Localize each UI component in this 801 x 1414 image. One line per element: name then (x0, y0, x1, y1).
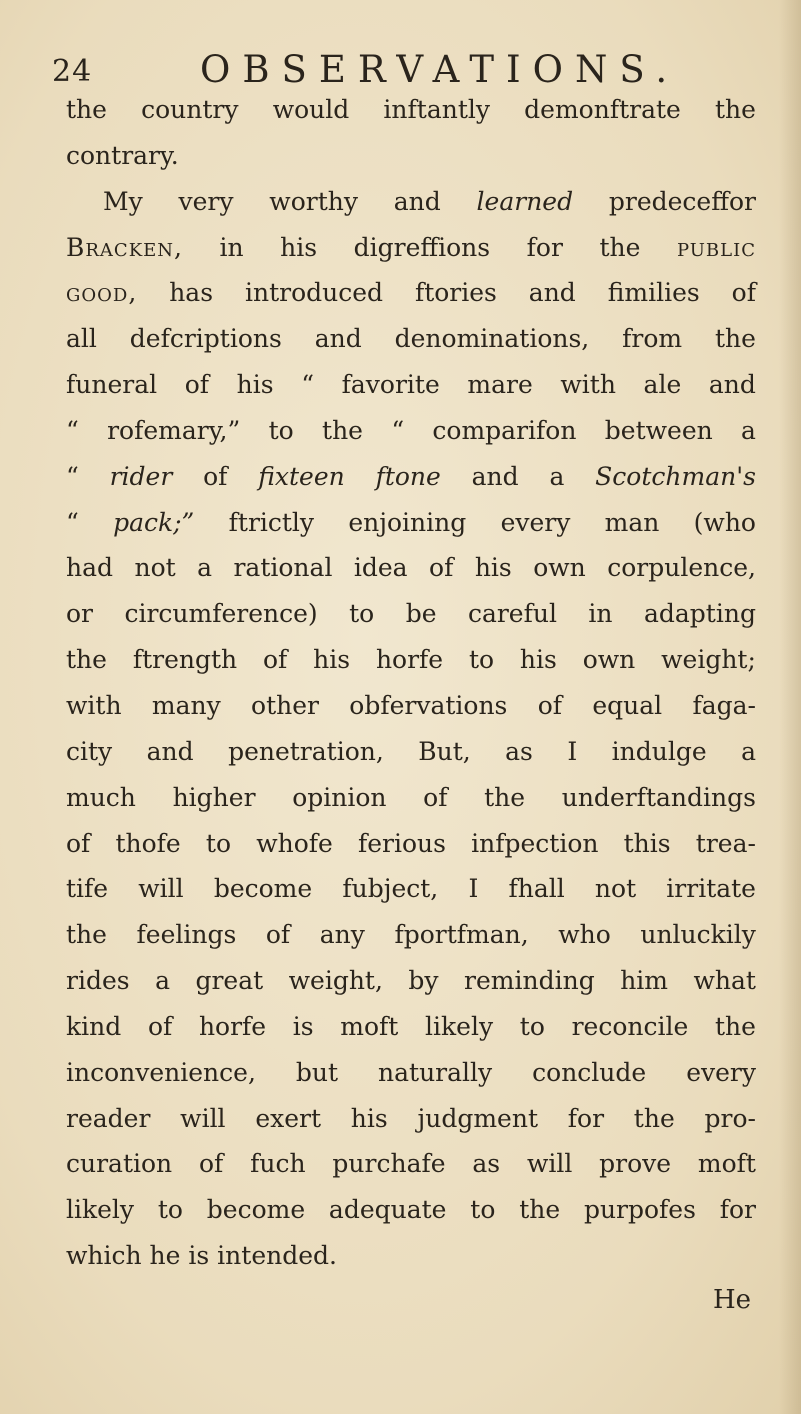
text-line: kind of horfe is moft likely to reconcile the (66, 1011, 756, 1041)
page-number: 24 (52, 54, 93, 89)
text-line: good, has introduced ftories and fimilies of (66, 278, 756, 308)
text-line: Bracken, in his digreffions for the public (66, 232, 756, 262)
text-line: rides a great weight, by reminding him what (66, 966, 756, 996)
text-line: “ rofemary,” to the “ comparifon between a (66, 415, 756, 445)
catchword: He (713, 1285, 752, 1315)
text-line: “ pack;” ftrictly enjoining every man (who (66, 507, 756, 537)
text-line: or circumference) to be careful in adapting (66, 599, 756, 629)
running-head: OBSERVATIONS. (200, 48, 680, 91)
text-line: likely to become adequate to the purpofes for (66, 1195, 756, 1225)
text-line: inconvenience, but naturally conclude every (66, 1057, 756, 1087)
text-line: of thofe to whofe ferious infpection this trea- (66, 828, 756, 858)
text-line: the ftrength of his horfe to his own weight; (66, 645, 756, 675)
text-line: all defcriptions and denominations, from the (66, 324, 756, 354)
text-line: which he is intended. (66, 1241, 337, 1271)
text-line: city and penetration, But, as I indulge a (66, 736, 756, 766)
text-line: contrary. (66, 140, 179, 170)
text-line: much higher opinion of the underftandings (66, 782, 756, 812)
text-line: the country would inftantly demonftrate the (66, 95, 756, 124)
text-line: reader will exert his judgment for the pro- (66, 1103, 756, 1133)
text-line: funeral of his “ favorite mare with ale and (66, 370, 756, 400)
text-line: tife will become fubject, I fhall not irritate (66, 874, 756, 904)
text-line: My very worthy and learned predeceffor (103, 186, 756, 216)
body-text (66, 95, 756, 1287)
text-line: curation of fuch purchafe as will prove moft (66, 1149, 756, 1179)
text-line: had not a rational idea of his own corpulence, (66, 553, 756, 583)
page-header (52, 48, 752, 92)
text-line: with many other obfervations of equal faga- (66, 690, 756, 720)
text-line: “ rider of fixteen ftone and a Scotchman's (66, 461, 756, 491)
text-line: the feelings of any fportfman, who unluckily (66, 920, 756, 950)
page-edge-shadow (779, 0, 801, 1414)
